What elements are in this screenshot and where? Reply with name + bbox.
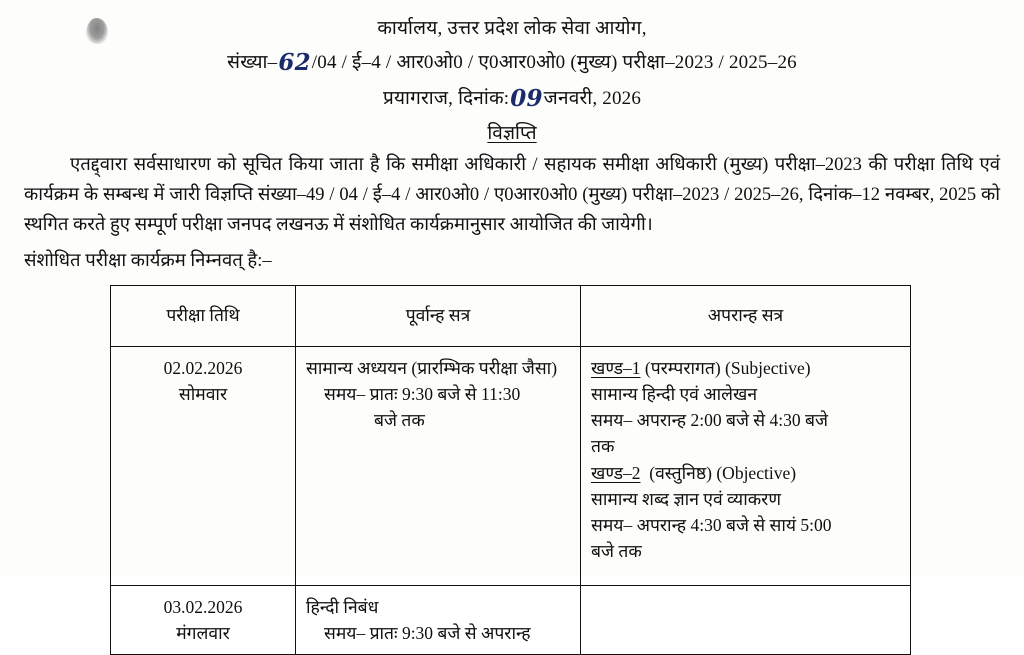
paragraph-text: एतद्द्वारा सर्वसाधारण को सूचित किया जाता है कि समीक्षा अधिकारी / सहायक समीक्षा अधिकारी (मुख्य) परीक्षा–2023 की परीक्षा तिथि एवं कार्यक्रम के सम्बन्ध में जारी विज्ञप्ति संख्या–49 / 04 / ई–4 / आर0ओ0 / ए0आर0ओ0 (मुख्य) परीक्षा–2023 / 2025–26, दिनांक–12 नवम्बर, 2025 को स्थगित करते हुए सम्पूर्ण परीक्षा जनपद लखनऊ में संशोधित कार्यक्रमानुसार आयोजित की जायेगी। xyxy=(24,154,1000,235)
afternoon-part1-label: खण्ड–1 xyxy=(591,357,641,378)
letter-number-suffix: /04 / ई–4 / आर0ओ0 / ए0आर0ओ0 (मुख्य) परीक्षा–2023 / 2025–26 xyxy=(311,52,797,74)
letter-number-line xyxy=(0,43,1024,79)
place-date-suffix: जनवरी, 2026 xyxy=(543,88,642,110)
morning-time-line2: बजे तक xyxy=(374,410,425,431)
morning-session-cell xyxy=(296,346,581,585)
afternoon-part1-subject: सामान्य हिन्दी एवं आलेखन xyxy=(591,383,758,404)
afternoon-part1-type-hi: (परम्परागत) xyxy=(644,357,721,378)
ink-smudge-mark xyxy=(86,18,108,44)
afternoon-part1-type-en: (Subjective) xyxy=(725,357,811,378)
table-row xyxy=(111,585,911,655)
exam-day: मंगलवार xyxy=(176,622,230,643)
afternoon-session-cell xyxy=(581,585,911,655)
place-date-prefix: प्रयागराज, दिनांक: xyxy=(382,88,510,110)
handwritten-date: 09 xyxy=(510,85,543,113)
morning-subject: सामान्य अध्ययन (प्रारम्भिक परीक्षा जैसा) xyxy=(306,357,558,378)
column-header-exam-date: परीक्षा तिथि xyxy=(111,285,296,346)
exam-date: 03.02.2026 xyxy=(163,596,243,617)
afternoon-part2-type-en: (Objective) xyxy=(716,462,797,483)
column-header-morning-session: पूर्वान्ह सत्र xyxy=(296,285,581,346)
exam-date-cell xyxy=(111,346,296,585)
morning-time-line1: समय– प्रातः 9:30 बजे से अपरान्ह xyxy=(324,622,531,643)
morning-time-line1: समय– प्रातः 9:30 बजे से 11:30 xyxy=(324,383,521,404)
office-name: कार्यालय, उत्तर प्रदेश लोक सेवा आयोग, xyxy=(377,18,647,39)
notice-paragraph-last-line: संशोधित परीक्षा कार्यक्रम निम्नवत् है:– xyxy=(24,250,272,271)
document-header xyxy=(0,0,1024,115)
handwritten-letter-number: 62 xyxy=(278,49,311,77)
afternoon-part1-time-line1: समय– अपरान्ह 2:00 बजे से 4:30 बजे xyxy=(591,410,828,431)
afternoon-part2-heading xyxy=(591,460,900,486)
table-row xyxy=(111,346,911,585)
afternoon-part2-label: खण्ड–2 xyxy=(591,462,641,483)
place-date-line xyxy=(0,79,1024,115)
letter-number-prefix: संख्या– xyxy=(227,52,278,74)
exam-day: सोमवार xyxy=(178,383,228,404)
afternoon-part2-time-line1: समय– अपरान्ह 4:30 बजे से सायं 5:00 xyxy=(591,515,832,536)
exam-schedule-table xyxy=(110,285,911,655)
afternoon-session-cell xyxy=(581,346,911,585)
exam-date-cell xyxy=(111,585,296,655)
morning-session-cell xyxy=(296,585,581,655)
afternoon-part2-subject: सामान्य शब्द ज्ञान एवं व्याकरण xyxy=(591,488,781,509)
exam-date: 02.02.2026 xyxy=(163,357,243,378)
column-header-afternoon-session: अपरान्ह सत्र xyxy=(581,285,911,346)
afternoon-part2-type-hi: (वस्तुनिष्ठ) xyxy=(649,462,712,483)
afternoon-part1-time-line2: तक xyxy=(591,436,615,457)
afternoon-part2-time-line2: बजे तक xyxy=(591,541,642,562)
afternoon-part1-heading xyxy=(591,355,900,381)
notice-title: विज्ञप्ति xyxy=(487,122,537,144)
morning-subject: हिन्दी निबंध xyxy=(306,596,379,617)
table-header-row xyxy=(111,285,911,346)
notice-paragraph xyxy=(24,151,1000,241)
